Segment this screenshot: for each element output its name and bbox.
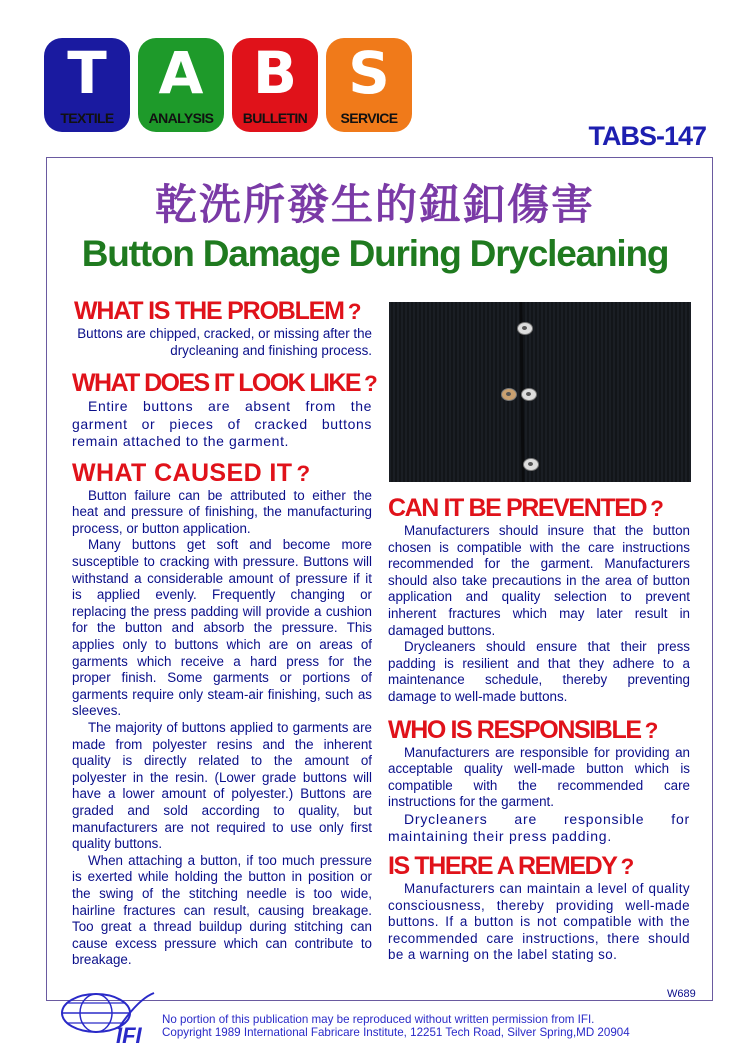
title-chinese: 乾洗所發生的鈕釦傷害: [154, 180, 595, 229]
garment-fabric: [389, 302, 691, 482]
ifi-logo-text: IFI: [116, 1023, 142, 1047]
button-icon: [523, 458, 539, 471]
heading-qmark: ?: [363, 371, 377, 397]
heading-look: [72, 369, 377, 398]
garment-photo: [389, 302, 691, 482]
ifi-globe-logo: [58, 989, 158, 1047]
chipped-button-icon: [501, 388, 517, 401]
logo-letter: A: [158, 39, 204, 107]
cause-paragraph-2: Many buttons get soft and become more susceptible to cracking with pressure. Buttons will withstand a considerable amount of pressure if it is applied evenly. Frequently changing or replacing the press padding will provide a cushion for the button and absorb the pressure. This applies only to buttons which are on areas of garments which receive a hard press for the proper finish. Some garments or portions of garments require only steam-air finishing, such as sleeves.: [72, 537, 372, 719]
heading-qmark: ?: [650, 496, 663, 521]
button-icon: [517, 322, 533, 335]
right-column: [388, 494, 690, 964]
heading-qmark: ?: [296, 460, 311, 486]
footer-line-1: No portion of this publication may be reproduced without written permission from IFI.: [162, 1013, 595, 1026]
document-code: W689: [667, 988, 696, 1000]
heading-responsible: [388, 716, 690, 745]
logo-tile-t: [44, 38, 130, 132]
document-number: TABS-147: [588, 121, 706, 151]
logo-letter: T: [67, 39, 107, 107]
logo-word: BULLETIN: [242, 110, 308, 126]
look-text: Entire buttons are absent from the garment or pieces of cracked buttons remain attached to the garment.: [72, 398, 372, 450]
heading-qmark: ?: [644, 717, 657, 743]
prevent-paragraph-1: Manufacturers should insure that the button chosen is compatible with the care instructions recommended for the garment. Manufacturers should also take precautions in the area of button application and quality selection to prevent inherent fractures which may later result in damaged buttons.: [388, 523, 690, 638]
heading-text: WHO IS RESPONSIBLE: [388, 715, 641, 744]
logo-word: TEXTILE: [60, 110, 114, 126]
left-column: [72, 297, 377, 969]
responsible-paragraph-2: Drycleaners are responsible for maintaining their press padding.: [388, 810, 690, 844]
heading-qmark: ?: [620, 854, 633, 880]
prevent-paragraph-2: Drycleaners should ensure that their press padding is resilient and that they adhere to a maintenance schedule, thereby preventing damage to well-made buttons.: [388, 639, 690, 704]
logo-tile-a: [138, 38, 224, 132]
heading-text: WHAT IS THE PROBLEM: [74, 297, 344, 325]
cause-paragraph-4: When attaching a button, if too much pressure is exerted while holding the button in position or the swing of the stitching needle is too wide, hairline fractures can result, causing breakage. Too great a thread buildup during stitching can cause excess pressure which can contribute to breakage.: [72, 852, 372, 968]
logo-word: ANALYSIS: [148, 110, 214, 126]
problem-text: Buttons are chipped, cracked, or missing after the drycleaning and finishing process.: [77, 326, 372, 358]
heading-text: WHAT CAUSED IT: [72, 458, 293, 487]
button-icon: [521, 388, 537, 401]
logo-letter: B: [252, 39, 298, 107]
responsible-paragraph-1: Manufacturers are responsible for providing an acceptable quality well-made button which is compatible with the recommended care instructions for the garment.: [388, 744, 690, 810]
logo-tile-b: [232, 38, 318, 132]
logo-tile-s: [326, 38, 412, 132]
heading-cause: [72, 459, 372, 488]
remedy-paragraph-1: Manufacturers can maintain a level of quality consciousness, thereby providing well-made buttons. If a button is not compatible with the recommended care instructions, there should be a warning on the label stating so.: [388, 881, 690, 963]
tabs-logo: [44, 38, 412, 134]
heading-text: WHAT DOES IT LOOK LIKE: [72, 369, 360, 398]
footer-legal: [162, 1013, 630, 1039]
heading-qmark: ?: [347, 299, 361, 324]
cause-paragraph-1: Button failure can be attributed to either the heat and pressure of finishing, the manufacturing process, or button application.: [72, 487, 372, 536]
footer-line-2: Copyright 1989 International Fabricare Institute, 12251 Tech Road, Silver Spring,MD 20904: [162, 1026, 630, 1039]
heading-text: IS THERE A REMEDY: [388, 852, 617, 881]
heading-prevent: [388, 494, 690, 523]
heading-problem: [74, 297, 372, 326]
title-english: Button Damage During Drycleaning: [81, 233, 669, 274]
logo-letter: S: [348, 39, 390, 107]
logo-word: SERVICE: [340, 110, 398, 126]
cause-paragraph-3: The majority of buttons applied to garments are made from polyester resins and the inherent quality is directly related to the amount of polyester in the resin. (Lower grade buttons will have a lower amount of polyester.) Buttons are graded and sold according to quality, but manufacturers are not required to use only first quality buttons.: [72, 720, 372, 852]
heading-remedy: [388, 852, 690, 881]
heading-text: CAN IT BE PREVENTED: [388, 494, 647, 522]
